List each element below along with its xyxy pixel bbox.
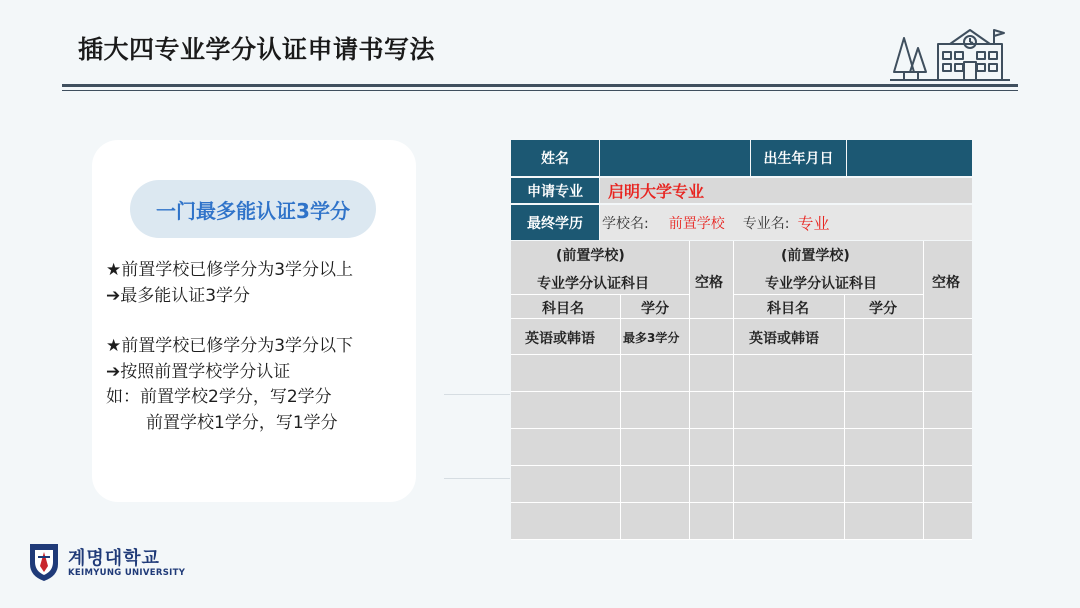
grid-cell[interactable] xyxy=(690,392,734,429)
university-emblem-icon xyxy=(28,542,60,582)
school-name-value: 前置学校 xyxy=(668,215,725,232)
note-line: ★前置学校已修学分为3学分以上 xyxy=(106,260,354,280)
grid-cell[interactable] xyxy=(621,503,690,540)
school-building-icon xyxy=(890,26,1010,86)
connector-line xyxy=(444,394,510,395)
grid-cell[interactable] xyxy=(690,355,734,392)
credit-grid xyxy=(511,241,972,540)
grid-cell[interactable] xyxy=(511,466,621,503)
grid-cell[interactable] xyxy=(690,429,734,466)
left-blank-label: 空格 xyxy=(695,275,723,291)
grid-cell[interactable] xyxy=(621,355,690,392)
grid-cell[interactable] xyxy=(734,503,845,540)
university-logo xyxy=(28,542,198,586)
grid-cell[interactable] xyxy=(924,503,972,540)
row1-credit-left: 最多3学分 xyxy=(623,331,680,345)
credit-limit-pill: 一门最多能认证3学分 xyxy=(130,180,376,238)
form-row-major xyxy=(511,178,972,203)
grid-cell[interactable] xyxy=(511,355,621,392)
grid-cell[interactable] xyxy=(690,319,734,355)
application-form xyxy=(511,140,972,540)
major-name-label: 专业名: xyxy=(742,215,790,232)
birth-field[interactable] xyxy=(847,140,972,176)
grid-cell[interactable] xyxy=(924,392,972,429)
grid-cell[interactable] xyxy=(511,392,621,429)
grid-cell[interactable] xyxy=(845,392,924,429)
grid-cell[interactable] xyxy=(924,319,972,355)
grid-cell[interactable] xyxy=(690,503,734,540)
title-divider-thick xyxy=(62,84,1018,87)
grid-cell[interactable] xyxy=(734,466,845,503)
grid-cell[interactable] xyxy=(734,392,845,429)
note-line: ★前置学校已修学分为3学分以下 xyxy=(106,336,354,356)
col-credit-left-label: 学分 xyxy=(641,301,669,317)
title-divider-thin xyxy=(62,90,1018,91)
education-field[interactable] xyxy=(600,205,972,240)
page-title: 插大四专业学分认证申请书写法 xyxy=(78,35,436,64)
grid-cell[interactable] xyxy=(621,466,690,503)
major-name-value: 专业 xyxy=(797,214,830,233)
university-name-en: KEIMYUNG UNIVERSITY xyxy=(68,568,186,578)
grid-cell[interactable] xyxy=(924,355,972,392)
left-block-title: (前置学校) xyxy=(556,248,625,264)
grid-cell[interactable] xyxy=(924,429,972,466)
grid-cell[interactable] xyxy=(621,429,690,466)
connector-line xyxy=(444,478,510,479)
right-blank-label: 空格 xyxy=(932,275,960,291)
grid-cell[interactable] xyxy=(621,392,690,429)
grid-cell[interactable] xyxy=(734,355,845,392)
grid-cell[interactable] xyxy=(511,429,621,466)
note-line: 前置学校1学分，写1学分 xyxy=(146,412,338,433)
col-subject-left-label: 科目名 xyxy=(542,301,584,317)
grid-cell[interactable] xyxy=(511,503,621,540)
grid-cell[interactable] xyxy=(845,466,924,503)
grid-cell[interactable] xyxy=(845,503,924,540)
grid-cell[interactable] xyxy=(845,429,924,466)
row1-subject-left: 英语或韩语 xyxy=(525,331,595,347)
col-credit-right-label: 学分 xyxy=(869,301,897,317)
form-row-name xyxy=(511,140,972,176)
col-subject-right-label: 科目名 xyxy=(767,301,809,317)
education-label: 最终学历 xyxy=(511,205,599,240)
form-row-education xyxy=(511,205,972,240)
name-label: 姓名 xyxy=(511,140,599,176)
explanation-card xyxy=(92,140,416,502)
major-label: 申请专业 xyxy=(511,178,599,203)
grid-cell[interactable] xyxy=(924,466,972,503)
note-line: ➔最多能认证3学分 xyxy=(106,285,251,306)
right-block-subtitle: 专业学分认证科目 xyxy=(765,276,877,292)
note-line: ➔按照前置学校学分认证 xyxy=(106,361,291,382)
university-name-kr: 계명대학교 xyxy=(68,548,160,569)
name-field[interactable] xyxy=(600,140,750,176)
right-block-title: (前置学校) xyxy=(781,248,850,264)
school-name-label: 学校名: xyxy=(602,215,649,232)
credit-notes xyxy=(106,258,406,436)
major-field[interactable] xyxy=(600,178,972,203)
note-line: 如：前置学校2学分，写2学分 xyxy=(106,387,332,407)
grid-cell[interactable] xyxy=(845,355,924,392)
left-block-subtitle: 专业学分认证科目 xyxy=(537,276,649,292)
grid-cell[interactable] xyxy=(690,466,734,503)
major-value: 启明大学专业 xyxy=(608,182,705,201)
note-spacer xyxy=(106,309,406,334)
grid-cell[interactable] xyxy=(845,319,924,355)
row1-subject-right: 英语或韩语 xyxy=(749,331,819,347)
birth-label: 出生年月日 xyxy=(751,140,846,176)
grid-cell[interactable] xyxy=(734,429,845,466)
